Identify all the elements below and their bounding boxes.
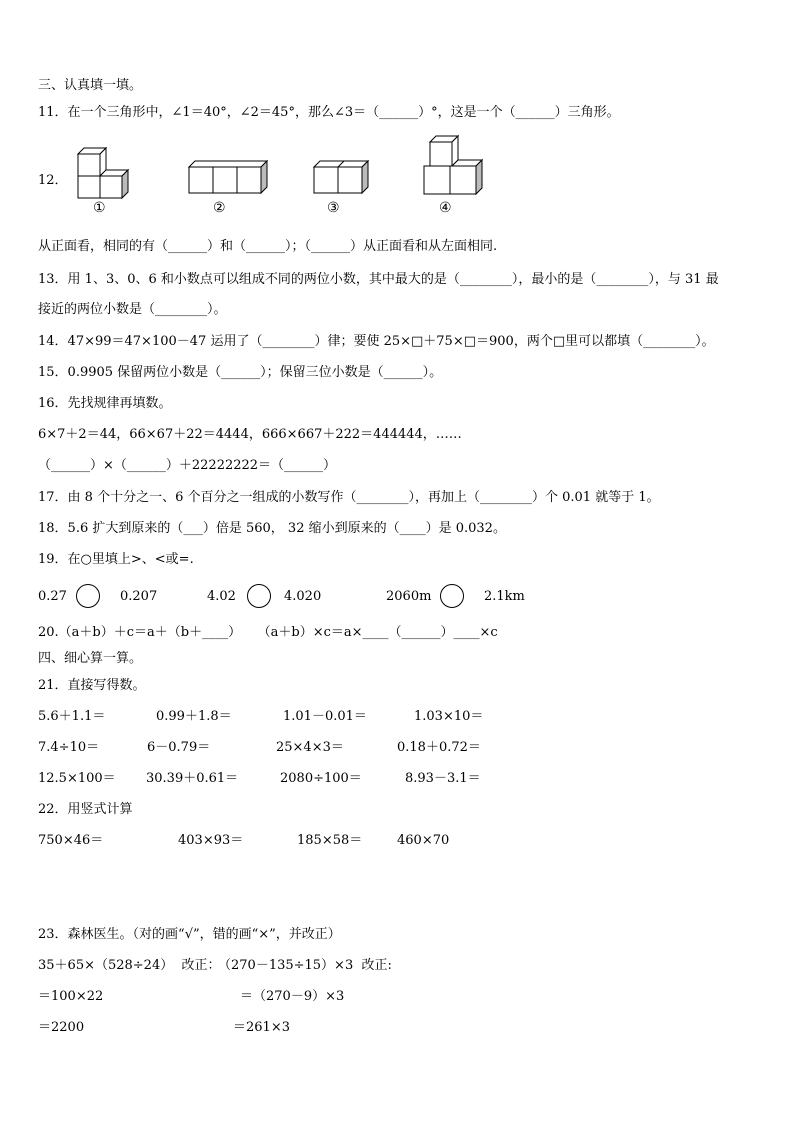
figure-label-2: ② [213, 200, 226, 216]
calc-item: 8.93－3.1＝ [405, 771, 481, 786]
vertical-calc-item: 185×58＝ [297, 833, 363, 848]
calc-item: 6－0.79＝ [147, 740, 211, 755]
question-16-fill: （______）×（______）＋22222222＝（______） [38, 458, 337, 473]
question-13-line2: 接近的两位小数是（________）。 [38, 302, 227, 317]
correction-right-line2: ＝（270－9）×3 [240, 989, 345, 1004]
cube-figure-4 [420, 132, 490, 200]
vertical-calc-item: 403×93＝ [178, 833, 244, 848]
question-19: 19．在○里填上>、<或=. [38, 552, 194, 567]
calc-item: 1.01－0.01＝ [283, 709, 367, 724]
vertical-calc-item: 750×46＝ [38, 833, 104, 848]
calc-item: 0.18＋0.72＝ [397, 740, 481, 755]
calc-item: 30.39＋0.61＝ [146, 771, 239, 786]
calc-item: 12.5×100＝ [38, 771, 116, 786]
section-title: 四、细心算一算。 [38, 651, 143, 666]
question-15: 15．0.9905 保留两位小数是（______）；保留三位小数是（______）。 [38, 365, 443, 380]
compare-circle-2[interactable] [247, 584, 271, 608]
compare-left-3: 2060m [386, 589, 432, 604]
compare-right-3: 2.1km [484, 589, 525, 604]
figure-label-3: ③ [327, 200, 340, 216]
question-21: 21．直接写得数。 [38, 678, 146, 693]
calc-item: 2080÷100＝ [280, 771, 362, 786]
vertical-calc-item: 460×70 [397, 833, 450, 848]
question-23: 23．森林医生。（对的画“√”，错的画“×”，并改正） [38, 927, 341, 942]
cube-figure-1 [70, 140, 140, 200]
correction-left-line1: 35＋65×（528÷24） 改正： [38, 958, 221, 973]
question-16: 16．先找规律再填数。 [38, 396, 172, 411]
cube-figure-3 [310, 155, 380, 200]
question-20: 20.（a＋b）＋c＝a＋（b＋____） （a＋b）×c＝a×____（______）____×c [38, 625, 498, 640]
correction-left-line3: ＝2200 [38, 1020, 85, 1035]
question-14: 14．47×99＝47×100－47 运用了（________）律；要使 25×□＋75×□＝900，两个□里可以都填（________）。 [38, 334, 715, 349]
question-11: 11．在一个三角形中，∠1＝40°，∠2＝45°，那么∠3＝（______）°，这是一个（______）三角形。 [38, 105, 620, 120]
question-16-pattern: 6×7＋2＝44，66×67＋22＝4444，666×667＋222＝444444，…… [38, 427, 462, 442]
calc-item: 1.03×10＝ [414, 709, 484, 724]
correction-right-line3: ＝261×3 [233, 1020, 290, 1035]
compare-left-1: 0.27 [38, 589, 67, 604]
question-17: 17．由 8 个十分之一、6 个百分之一组成的小数写作（________），再加上（________）个 0.01 就等于 1。 [38, 490, 660, 505]
figure-label-1: ① [93, 200, 106, 216]
question-22: 22．用竖式计算 [38, 802, 133, 817]
calc-item: 25×4×3＝ [276, 740, 344, 755]
figure-label-4: ④ [439, 200, 452, 216]
question-13-line1: 13．用 1、3、0、6 和小数点可以组成不同的两位小数，其中最大的是（________），最小的是（________），与 31 最 [38, 272, 719, 287]
calc-item: 7.4÷10＝ [38, 740, 100, 755]
question-12-text: 从正面看，相同的有（______）和（______）；（______）从正面看和从左面相同. [38, 239, 498, 254]
calc-item: 0.99＋1.8＝ [156, 709, 232, 724]
cube-figure-2 [185, 155, 275, 200]
question-18: 18．5.6 扩大到原来的（___）倍是 560， 32 缩小到原来的（____）是 0.032。 [38, 521, 506, 536]
question-12-number: 12． [38, 173, 68, 188]
compare-circle-1[interactable] [76, 584, 100, 608]
correction-left-line2: ＝100×22 [38, 989, 104, 1004]
section-title: 三、认真填一填。 [38, 78, 143, 93]
compare-right-1: 0.207 [120, 589, 158, 604]
compare-circle-3[interactable] [440, 584, 464, 608]
correction-right-line1: （270－135÷15）×3 改正: [218, 958, 392, 973]
calc-item: 5.6＋1.1＝ [38, 709, 106, 724]
compare-right-2: 4.020 [284, 589, 322, 604]
compare-left-2: 4.02 [207, 589, 236, 604]
